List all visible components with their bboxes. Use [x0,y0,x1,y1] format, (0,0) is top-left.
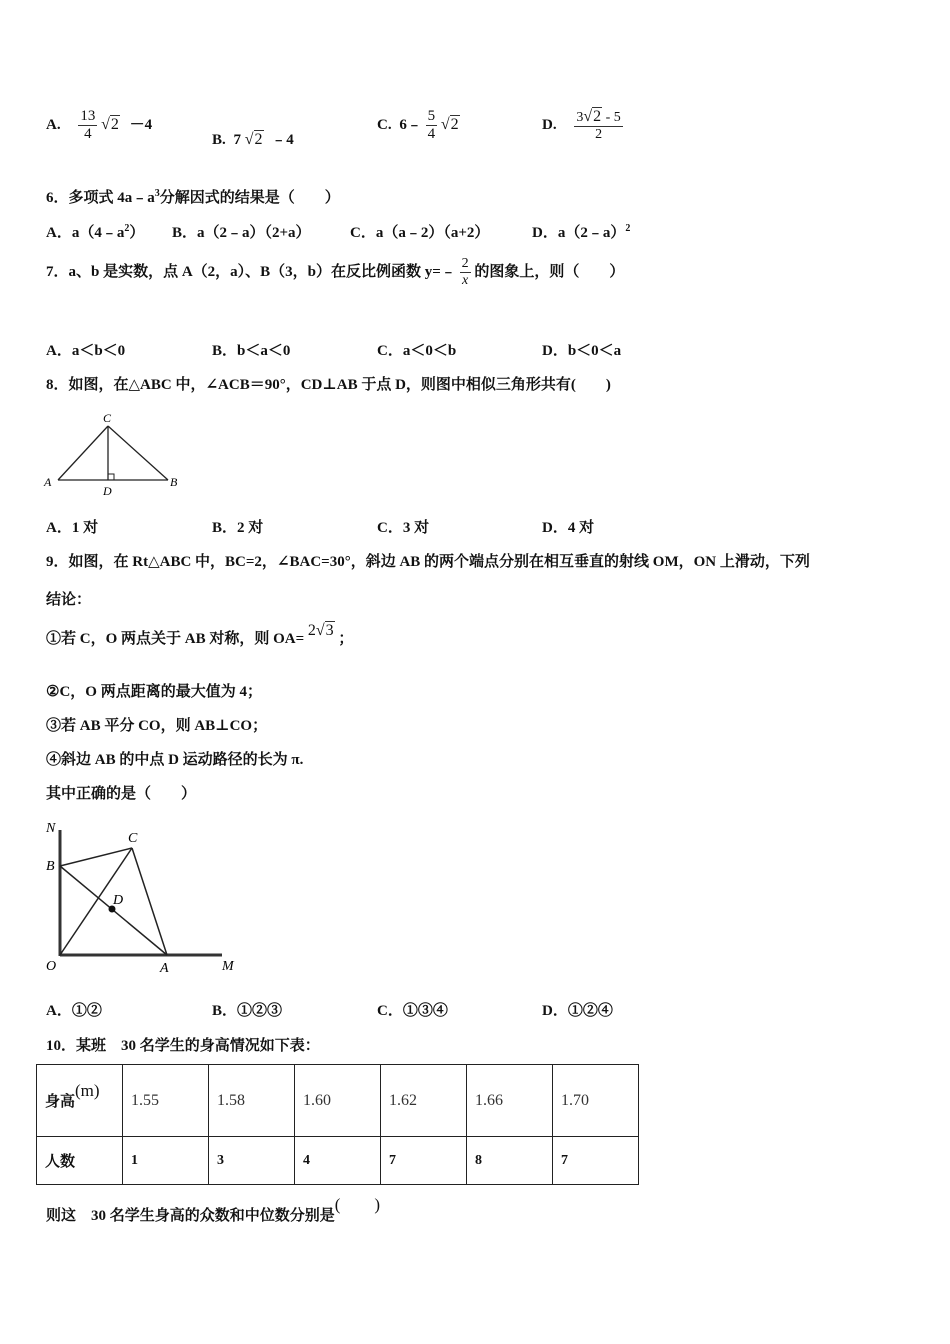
q8-option-d[interactable]: D．4 对 [542,520,595,536]
q7-stem [46,256,624,289]
table-cell: 7 [381,1137,467,1185]
q6-text-b: 分解因式的结果是（ ） [159,190,340,206]
q9-option-c[interactable]: C．①③④ [377,1003,448,1019]
q9-conclusion-2: ②C，O 两点距离的最大值为 4； [46,684,262,700]
table-cell: 1 [123,1137,209,1185]
q9-ask: 其中正确的是（ ） [46,786,197,802]
fraction-denominator: 4 [84,126,92,143]
table-cell: 4 [295,1137,381,1185]
q6-option-a[interactable] [46,221,144,242]
radical-coef: 2 [307,622,316,639]
answer-paren: ( ) [334,1195,381,1214]
q10-ask [46,1195,381,1225]
table-cell: 8 [467,1137,553,1185]
radicand: 2 [110,116,119,134]
option-tail: －4 [129,117,153,134]
numerator-coef: 3 [576,110,584,125]
q6-option-c[interactable]: C．a（a﹣2）（a+2） [350,225,490,241]
fraction [426,108,438,144]
numerator-tail: - 5 [602,110,621,125]
fraction-numerator [574,108,622,127]
ask-text: 则这 30 名学生身高的众数和中位数分别是 [46,1208,335,1224]
q7-fraction [460,256,471,289]
fraction-numerator: 2 [460,256,471,273]
q9-option-b[interactable]: B．①②③ [212,1003,283,1019]
unit-label: (m) [75,1081,100,1100]
row-label: 身高 [45,1094,76,1110]
q9-stem-line2: 结论： [46,592,92,608]
fraction [574,108,622,143]
table-cell: 1.62 [381,1065,467,1137]
q9-conclusion-4: ④斜边 AB 的中点 D 运动路径的长为 π. [46,752,304,768]
q6-option-d[interactable] [532,221,630,242]
q5-option-c[interactable] [377,108,460,144]
table-cell: 1.60 [295,1065,381,1137]
option-letter: A. [46,117,61,134]
label-m: M [222,959,234,974]
q7-text-a: 7．a、b 是实数，点 A（2，a）、B（3，b）在反比例函数 y=﹣ [46,264,456,281]
option-letter: B. [212,132,226,148]
q7-text-b: 的图象上，则（ ） [474,264,625,281]
table-cell: 1.58 [209,1065,295,1137]
height-table [36,1064,639,1185]
option-letter: D. [542,117,557,134]
q9-option-d[interactable]: D．①②④ [542,1003,613,1019]
option-tail: ﹣4 [271,132,294,148]
q5-option-d[interactable] [542,108,623,143]
q7-option-d[interactable]: D．b＜0＜a [542,343,622,359]
fraction-denominator: x [461,273,469,289]
q7-option-c[interactable]: C．a＜0＜b [377,343,457,359]
right-angle-mark [108,474,114,480]
conclusion-end: ； [338,631,354,647]
fraction-denominator: 2 [595,127,603,143]
q10-stem: 10．某班 30 名学生的身高情况如下表： [46,1038,320,1054]
q9-figure [40,818,250,978]
fraction [78,108,97,144]
table-cell: 1.70 [553,1065,639,1137]
label-c: C [103,411,112,425]
label-a: A [160,961,169,976]
segment-ca [132,848,167,955]
label-c: C [128,831,138,846]
label-d: D [113,893,124,908]
q9-conclusion-1 [46,622,354,648]
option-text: D．a（2﹣a） [532,225,626,241]
label-n: N [46,821,56,836]
q5-option-b[interactable] [212,128,294,149]
q8-option-c[interactable]: C．3 对 [377,520,430,536]
table-cell: 1.66 [467,1065,553,1137]
q6-stem [46,186,340,207]
radicand: 3 [325,622,334,639]
q6-option-b[interactable]: B．a（2﹣a）（2+a） [172,225,311,241]
q6-exponent: 3 [154,188,160,199]
table-cell: 3 [209,1137,295,1185]
table-cell: 7 [553,1137,639,1185]
q8-option-b[interactable]: B．2 对 [212,520,264,536]
radical: √2 [583,108,602,125]
table-cell: 1.55 [123,1065,209,1137]
option-exponent: 2 [625,223,631,234]
table-row-heights [37,1065,639,1137]
side-ac [58,426,108,480]
q9-stem-line1: 9．如图，在 Rt△ABC 中，BC=2，∠BAC=30°，斜边 AB 的两个端点分别在相互垂直的射线 OM，ON 上滑动，下列 [46,554,810,570]
conclusion-text: ①若 C，O 两点关于 AB 对称，则 OA= [46,631,305,647]
radical: √2 [440,116,459,134]
side-cb [108,426,168,480]
q8-triangle-figure [40,408,190,500]
option-prefix: 6﹣ [399,117,422,134]
label-b: B [46,859,55,874]
radicand: 2 [450,116,459,134]
radical: √2 [244,131,263,148]
q7-option-b[interactable]: B．b＜a＜0 [212,343,291,359]
fraction-numerator: 13 [78,108,97,126]
c1-radical [308,622,335,639]
radicand: 2 [593,108,602,125]
q6-text-a: 6．多项式 4a﹣a [46,190,155,206]
option-text: A．a（4﹣a [46,225,125,241]
label-o: O [46,959,57,974]
q5-option-a[interactable] [46,108,152,144]
q7-option-a[interactable]: A．a＜b＜0 [46,343,126,359]
radical: √3 [315,622,334,639]
option-text-end: ） [129,225,145,241]
label-b: B [170,475,178,489]
q8-option-a[interactable]: A．1 对 [46,520,99,536]
fraction-denominator: 4 [427,126,436,143]
table-row-counts [37,1137,639,1185]
radical: √2 [101,116,119,134]
label-a: A [44,475,52,489]
fraction-numerator: 5 [426,108,438,126]
table-header-count: 人数 [37,1137,123,1185]
option-prefix: 7 [233,132,242,148]
table-header-height [37,1065,123,1137]
q9-conclusion-3: ③若 AB 平分 CO，则 AB⊥CO； [46,718,268,734]
q9-option-a[interactable]: A．①② [46,1003,102,1019]
radicand: 2 [254,131,263,148]
label-d: D [103,484,112,498]
option-letter: C. [377,117,392,134]
option-exponent: 2 [124,223,130,234]
q8-stem: 8．如图，在△ABC 中，∠ACB＝90°，CD⊥AB 于点 D，则图中相似三角形共有( ) [46,377,611,393]
